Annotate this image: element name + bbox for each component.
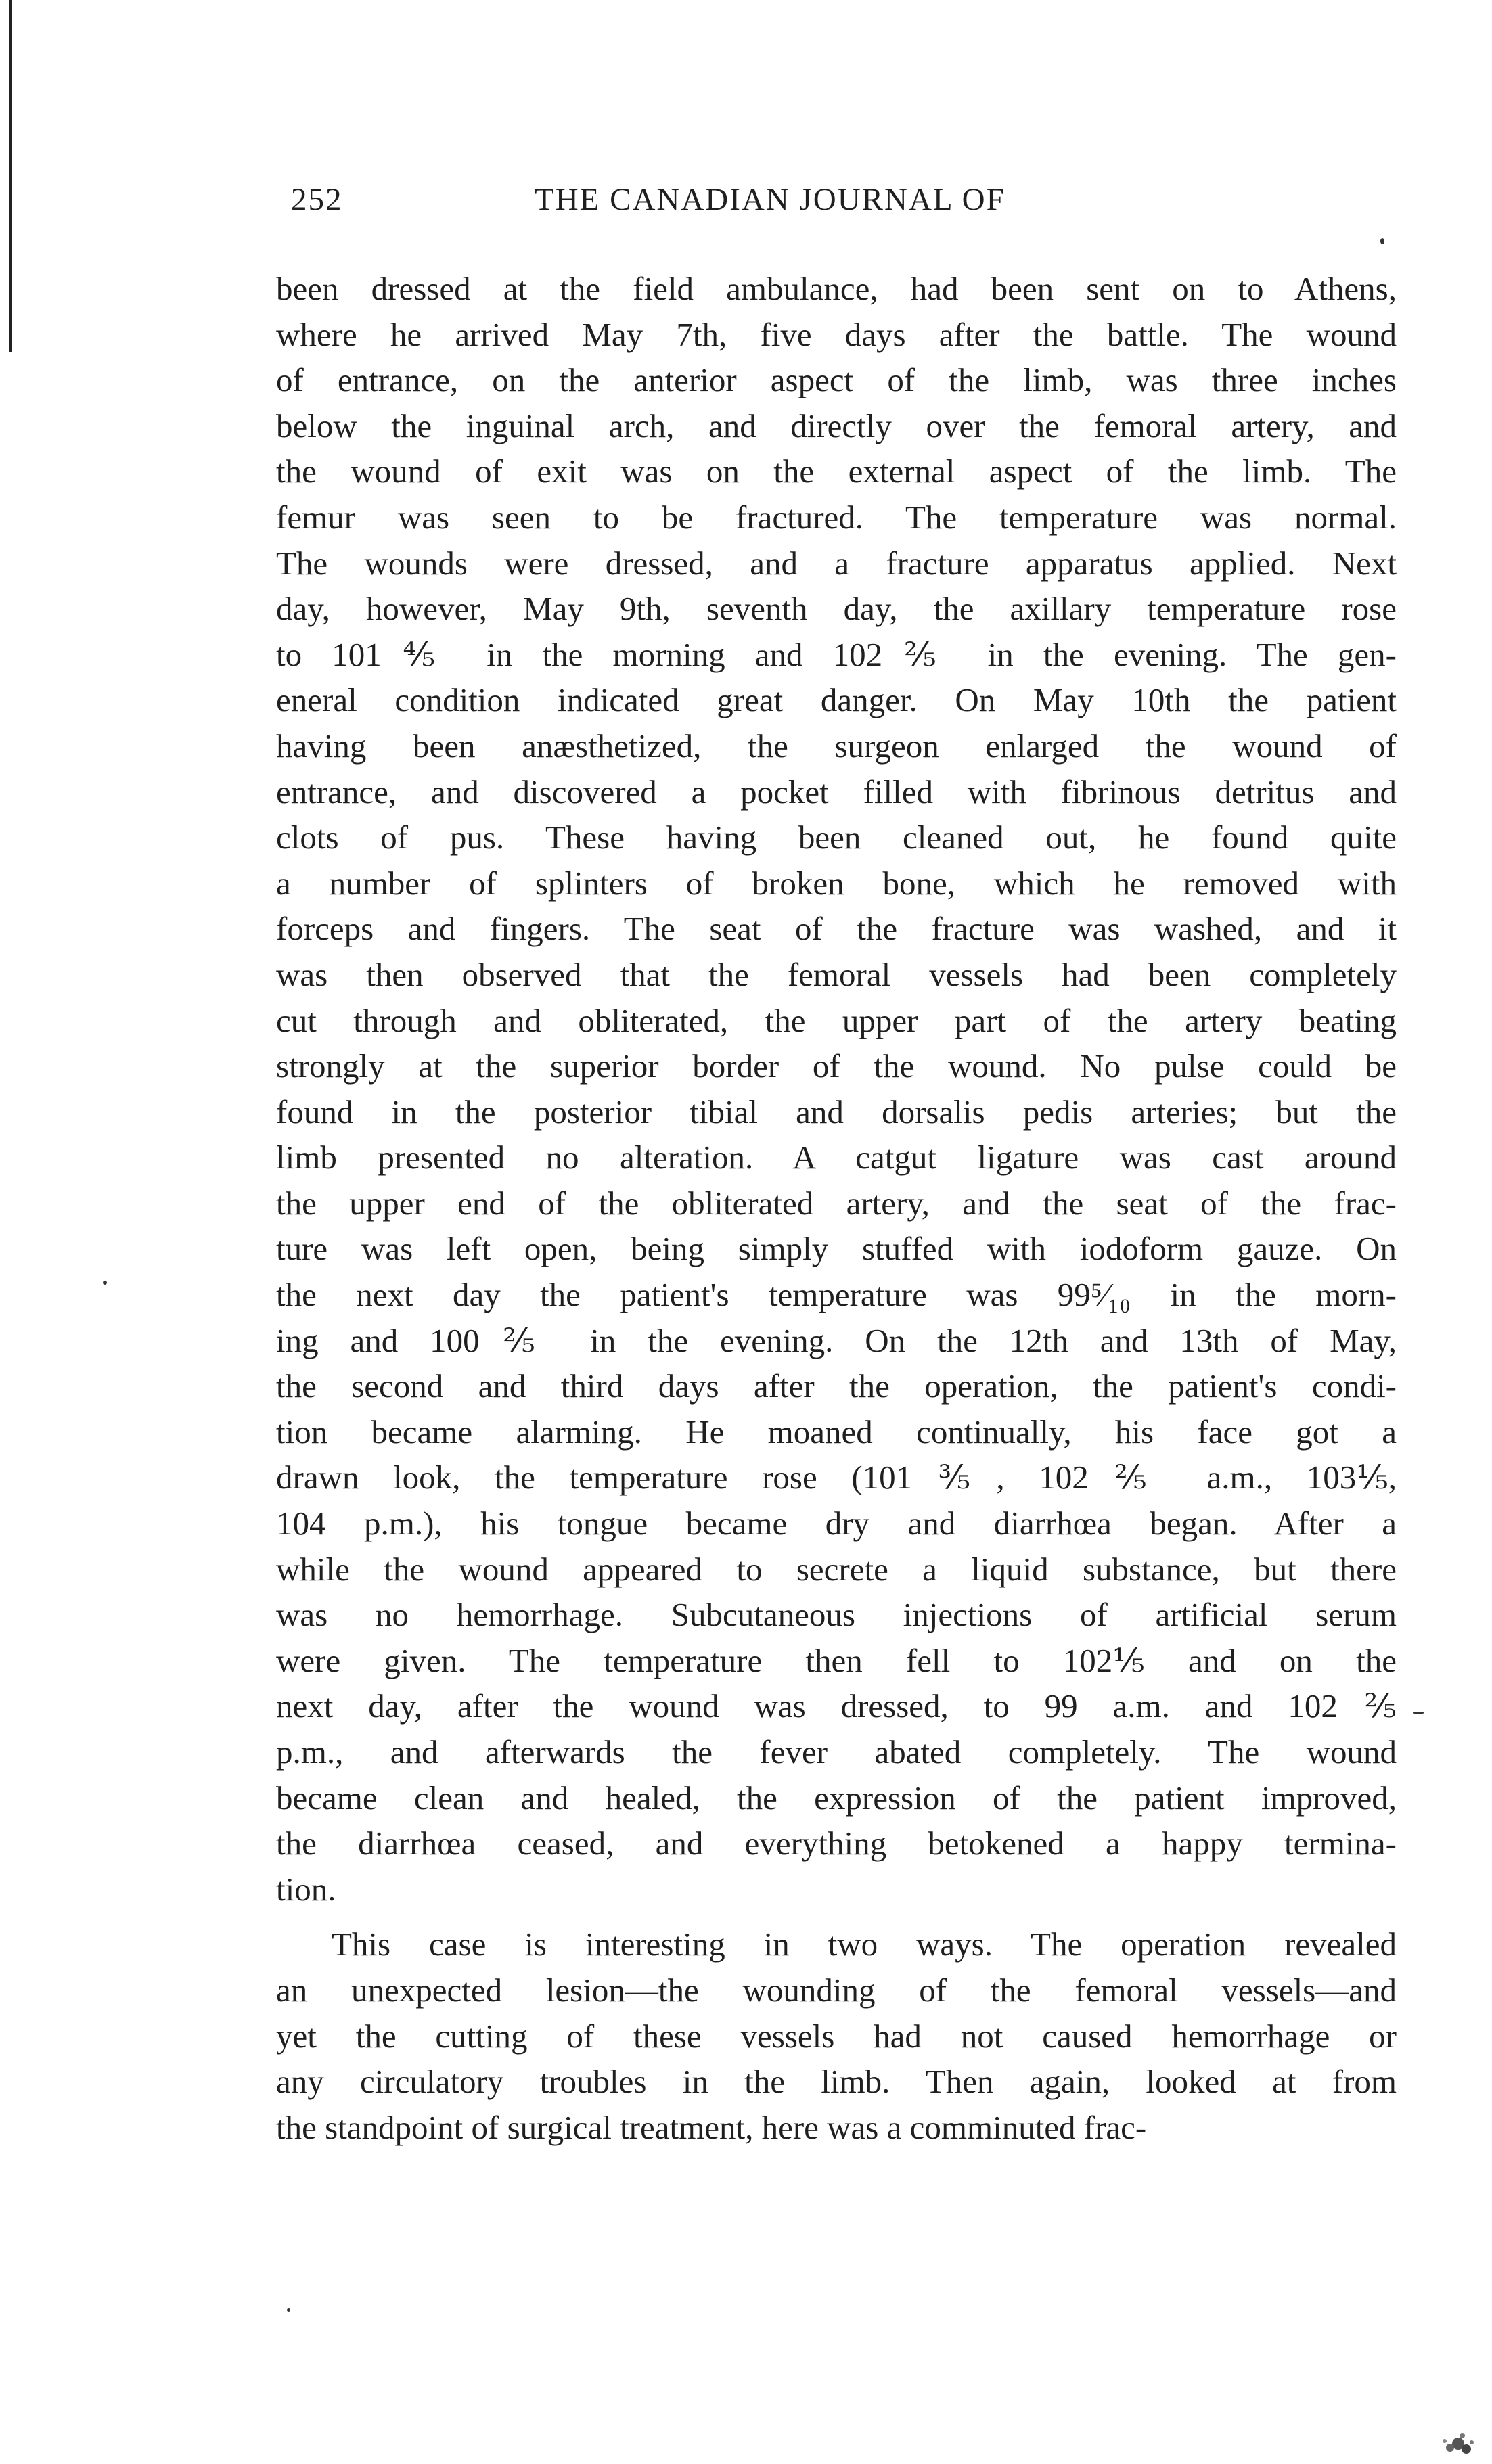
text-line: of entrance, on the anterior aspect of the limb, was three inches (276, 361, 1397, 399)
text-line: an unexpected lesion—the wounding of the femoral vessels—and (276, 1971, 1397, 2009)
text-line: where he arrived May 7th, five days after the battle. The wound (276, 315, 1397, 353)
ink-speck (1380, 238, 1384, 244)
ink-speck (1413, 1712, 1424, 1714)
body-text (276, 266, 1397, 2150)
text-line: to 101⅘ in the morning and 102⅖ in the evening. The gen- (276, 635, 1397, 673)
text-line: drawn look, the temperature rose (101⅗, 102⅖ a.m., 103⅕, (276, 1459, 1397, 1497)
text-line: p.m., and afterwards the fever abated completely. The wound (276, 1733, 1397, 1771)
text-line: the upper end of the obliterated artery, and the seat of the frac- (276, 1184, 1397, 1222)
text-line: the wound of exit was on the external aspect of the limb. The (276, 453, 1397, 490)
journal-title: THE CANADIAN JOURNAL OF (535, 182, 1005, 217)
text-line: cut through and obliterated, the upper part of the artery beating (276, 1001, 1397, 1039)
margin-rule (9, 0, 12, 352)
text-line: entrance, and discovered a pocket filled with fibrinous detritus and (276, 773, 1397, 811)
text-line: became clean and healed, the expression of the patient improved, (276, 1779, 1397, 1817)
text-line: day, however, May 9th, seventh day, the axillary temperature rose (276, 590, 1397, 628)
text-line: strongly at the superior border of the wound. No pulse could be (276, 1047, 1397, 1085)
text-line: having been anæsthetized, the surgeon enlarged the wound of (276, 727, 1397, 765)
text-line: tion became alarming. He moaned continually, his face got a (276, 1413, 1397, 1451)
text-line: forceps and fingers. The seat of the fracture was washed, and it (276, 910, 1397, 948)
text-line: was no hemorrhage. Subcutaneous injections of artificial serum (276, 1596, 1397, 1634)
text-line: found in the posterior tibial and dorsalis pedis arteries; but the (276, 1093, 1397, 1131)
text-line: The wounds were dressed, and a fracture apparatus applied. Next (276, 544, 1397, 582)
text-line: was then observed that the femoral vessels had been completely (276, 955, 1397, 993)
ink-speck (287, 2308, 290, 2312)
text-line: limb presented no alteration. A catgut ligature was cast around (276, 1139, 1397, 1177)
text-line: any circulatory troubles in the limb. Then again, looked at from (276, 2063, 1397, 2101)
text-line: 104 p.m.), his tongue became dry and diarrhœa began. After a (276, 1505, 1397, 1543)
text-line: This case is interesting in two ways. The operation revealed (332, 1925, 1397, 1963)
text-line: the standpoint of surgical treatment, here was a comminuted frac- (276, 2108, 1147, 2146)
page-number: 252 (291, 182, 343, 217)
text-line: ture was left open, being simply stuffed with iodoform gauze. On (276, 1230, 1397, 1268)
ink-speck (103, 1281, 107, 1285)
text-line: the second and third days after the operation, the patient's condi- (276, 1367, 1397, 1405)
running-head (291, 181, 1394, 229)
text-line: while the wound appeared to secrete a liquid substance, but there (276, 1550, 1397, 1588)
text-line: tion. (276, 1870, 336, 1908)
text-line: a number of splinters of broken bone, which he removed with (276, 864, 1397, 902)
text-line: the diarrhœa ceased, and everything betokened a happy termina- (276, 1825, 1397, 1863)
corner-smudge (1432, 2423, 1480, 2457)
paragraph-2 (276, 1921, 1397, 2150)
paragraph-1 (276, 266, 1397, 1912)
text-line: the next day the patient's temperature was 99⁵⁄₁₀ in the morn- (276, 1276, 1397, 1314)
text-line: eneral condition indicated great danger. On May 10th the patient (276, 681, 1397, 719)
text-line: been dressed at the field ambulance, had been sent on to Athens, (276, 270, 1397, 307)
text-line: femur was seen to be fractured. The temperature was normal. (276, 498, 1397, 536)
text-line: yet the cutting of these vessels had not caused hemorrhage or (276, 2017, 1397, 2055)
text-line: next day, after the wound was dressed, to 99 a.m. and 102⅖ (276, 1687, 1397, 1725)
text-line: clots of pus. These having been cleaned out, he found quite (276, 819, 1397, 857)
text-line: below the inguinal arch, and directly over the femoral artery, and (276, 407, 1397, 444)
text-line: ing and 100⅖ in the evening. On the 12th and 13th of May, (276, 1321, 1397, 1359)
text-line: were given. The temperature then fell to 102⅕ and on the (276, 1641, 1397, 1679)
